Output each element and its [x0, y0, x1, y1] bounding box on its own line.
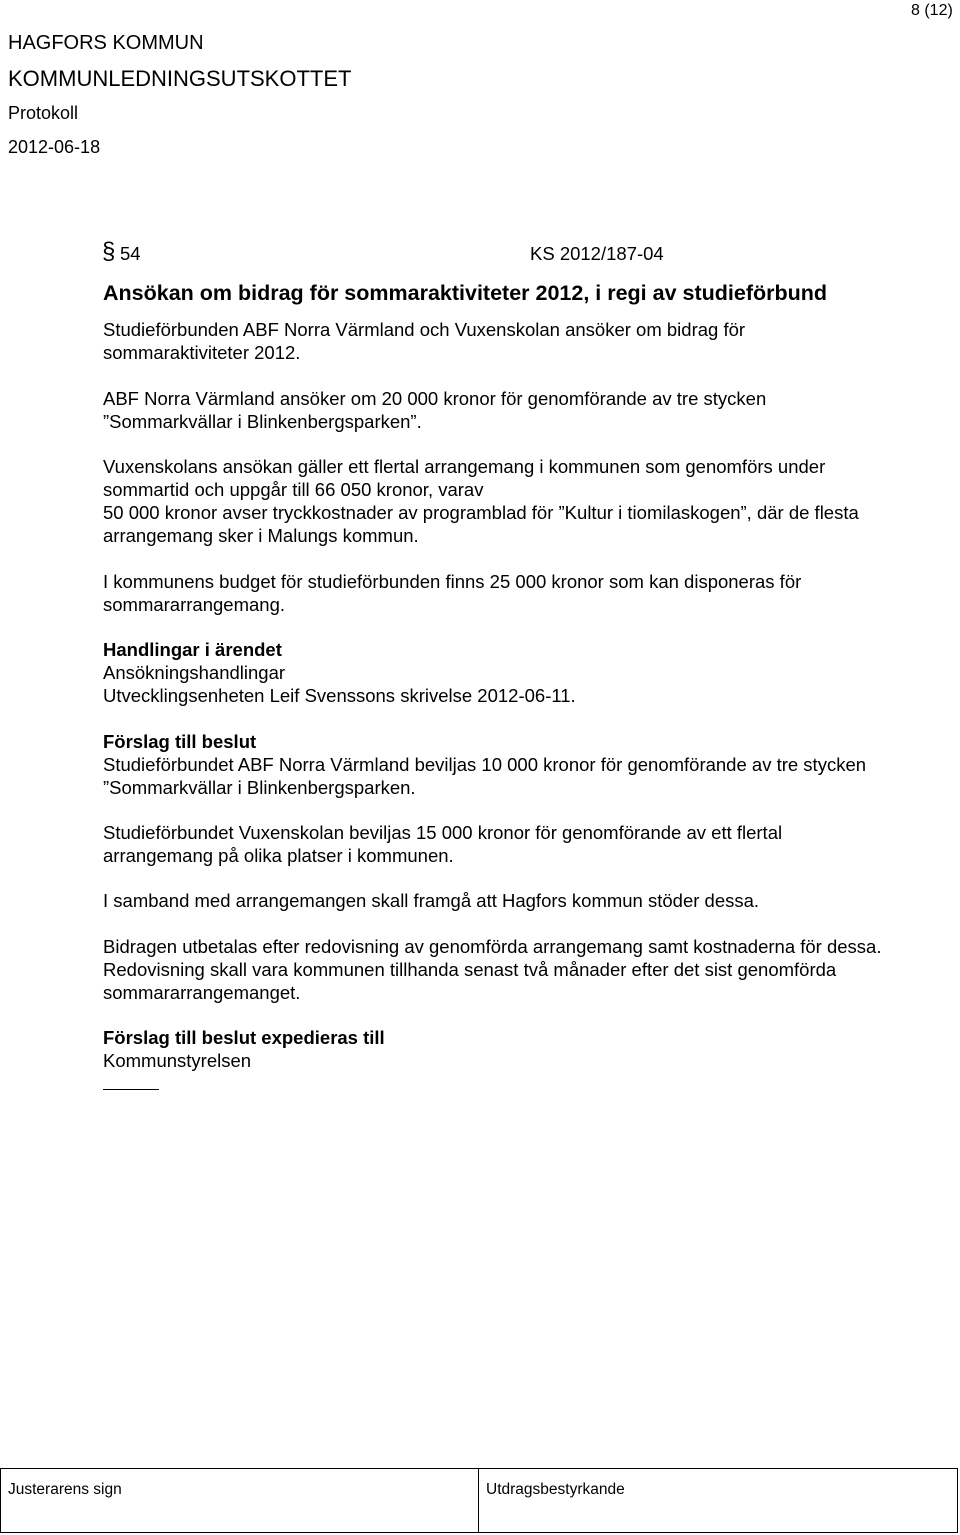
intro-line-2: sommaraktiviteter 2012. — [103, 342, 301, 363]
signature-footer — [0, 1468, 958, 1533]
dispatch-recipient: Kommunstyrelsen — [103, 1050, 252, 1071]
proposal-p4-line-2: Redovisning skall vara kommunen tillhanda senast två månader efter det sist genomförda — [103, 959, 837, 980]
dispatch-heading: Förslag till beslut expedieras till — [103, 1027, 385, 1048]
proposal-p4-line-3: sommararrangemanget. — [103, 982, 301, 1003]
proposal-p2-line-2: arrangemang på olika platser i kommunen. — [103, 845, 454, 866]
vux-line-2: sommartid och uppgår till 66 050 kronor, varav — [103, 479, 484, 500]
section-title: Ansökan om bidrag för sommaraktiviteter 2012, i regi av studieförbund — [103, 281, 828, 305]
vux-line-1: Vuxenskolans ansökan gäller ett flertal arrangemang i kommunen som genomförs under — [103, 456, 826, 477]
proposal-p4-line-1: Bidragen utbetalas efter redovisning av genomförda arrangemang samt kostnaderna för dessa. — [103, 936, 882, 957]
vux-line-4: arrangemang sker i Malungs kommun. — [103, 525, 419, 546]
abf-line-2: ”Sommarkvällar i Blinkenbergsparken”. — [103, 411, 422, 432]
vux-line-3: 50 000 kronor avser tryckkostnader av programblad för ”Kultur i tiomilaskogen”, där de flesta — [103, 502, 859, 523]
page-number: 8 (12) — [911, 2, 953, 19]
footer-divider — [478, 1469, 479, 1532]
proposal-p2-line-1: Studieförbundet Vuxenskolan beviljas 15 000 kronor för genomförande av ett flertal — [103, 822, 783, 843]
document-item: Utvecklingsenheten Leif Svenssons skrivelse 2012-06-11. — [103, 685, 576, 706]
proposal-p3-line-1: I samband med arrangemangen skall framgå att Hagfors kommun stöder dessa. — [103, 890, 760, 911]
case-reference: KS 2012/187-04 — [530, 243, 664, 264]
budget-line-1: I kommunens budget för studieförbunden finns 25 000 kronor som kan disponeras för — [103, 571, 802, 592]
municipality-name: HAGFORS KOMMUN — [8, 32, 204, 54]
utdrag-label: Utdragsbestyrkande — [486, 1481, 625, 1498]
abf-line-1: ABF Norra Värmland ansöker om 20 000 kronor för genomförande av tre stycken — [103, 388, 767, 409]
proposal-heading: Förslag till beslut — [103, 731, 257, 752]
proposal-p1-line-1: Studieförbundet ABF Norra Värmland beviljas 10 000 kronor för genomförande av tre stycken — [103, 754, 867, 775]
section-number: 54 — [120, 243, 141, 264]
meeting-date: 2012-06-18 — [8, 137, 101, 157]
proposal-p1-line-2: ”Sommarkvällar i Blinkenbergsparken. — [103, 777, 416, 798]
justerare-sign-label: Justerarens sign — [8, 1481, 122, 1498]
document-item: Ansökningshandlingar — [103, 662, 286, 683]
documents-heading: Handlingar i ärendet — [103, 639, 282, 660]
section-symbol: § — [102, 238, 116, 265]
intro-line-1: Studieförbunden ABF Norra Värmland och Vuxenskolan ansöker om bidrag för — [103, 319, 746, 340]
committee-name: KOMMUNLEDNINGSUTSKOTTET — [8, 66, 352, 91]
budget-line-2: sommararrangemang. — [103, 594, 285, 615]
end-rule — [103, 1089, 159, 1090]
document-type: Protokoll — [8, 103, 79, 123]
